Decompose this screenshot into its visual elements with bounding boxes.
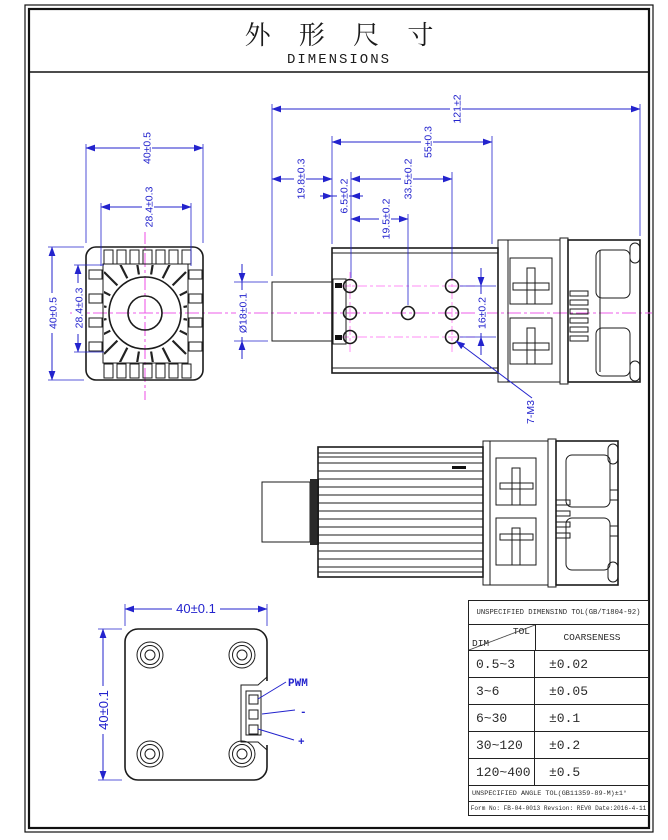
table-row bbox=[469, 651, 648, 678]
corner-screw-holes bbox=[137, 642, 255, 767]
tolerance-cell: ±0.5 bbox=[549, 764, 581, 780]
dim-front-width-outer: 40±0.5 bbox=[141, 131, 154, 165]
dim-front-width-inner: 28.4±0.3 bbox=[143, 186, 156, 228]
top-dimensions bbox=[234, 92, 640, 424]
pin-label-minus: - bbox=[300, 707, 307, 719]
header-tol: TOL bbox=[512, 626, 530, 637]
dim-hole-mid: 19.5±0.2 bbox=[380, 198, 393, 240]
pin-label-plus: + bbox=[298, 737, 305, 749]
tolerance-cell: ±0.05 bbox=[549, 683, 589, 699]
table-row bbox=[469, 732, 648, 759]
header-coarseness: COARSENESS bbox=[563, 632, 621, 643]
table-title: UNSPECIFIED DIMENSIND TOL(GB/T1804-92) bbox=[469, 601, 648, 625]
dim-bottom-width: 40±0.1 bbox=[176, 601, 216, 616]
header-dim: DIM bbox=[472, 638, 490, 649]
pin-pwm bbox=[249, 695, 258, 704]
pin-connector bbox=[241, 677, 308, 750]
tolerance-cell: ±0.02 bbox=[549, 656, 589, 672]
lens-barrel bbox=[272, 282, 332, 341]
table-row bbox=[469, 759, 648, 786]
form-number-note: Form No: FB-04-0013 Revsion: REV0 Date:2016-4-11 bbox=[470, 805, 647, 812]
tolerance-table bbox=[468, 600, 649, 816]
range-cell: 120~400 bbox=[469, 759, 535, 785]
dim-total-length: 121±2 bbox=[451, 94, 464, 124]
range-cell: 0.5~3 bbox=[469, 651, 535, 677]
dim-barrel-dia: Ø18±0.1 bbox=[237, 292, 250, 334]
dim-edge-to-hole: 6.5±0.2 bbox=[338, 178, 351, 214]
top-view bbox=[234, 92, 640, 424]
dim-front-height-inner: 28.4±0.3 bbox=[73, 287, 86, 329]
dim-bottom-height: 40±0.1 bbox=[96, 690, 111, 730]
thread-callout: 7-M3 bbox=[525, 400, 537, 424]
bottom-view bbox=[96, 601, 308, 780]
range-cell: 3~6 bbox=[469, 678, 535, 704]
front-view bbox=[46, 128, 203, 380]
dim-body-length: 55±0.3 bbox=[422, 125, 435, 159]
tolerance-cell: ±0.2 bbox=[549, 737, 581, 753]
center-lines bbox=[70, 230, 652, 400]
pin-minus bbox=[249, 710, 258, 719]
title-cn: 外 形 尺 寸 bbox=[244, 21, 444, 51]
angle-tolerance-note: UNSPECIFIED ANGLE TOL(GB11359-89-M)±1° bbox=[469, 786, 648, 802]
header-dim-tol-cell bbox=[469, 625, 536, 650]
dim-hole-rows: 16±0.2 bbox=[476, 296, 489, 330]
pin-label-pwm: PWM bbox=[288, 678, 308, 690]
fin-lines bbox=[318, 453, 483, 572]
dim-hole-span: 33.5±0.2 bbox=[402, 158, 415, 200]
title-block bbox=[245, 21, 444, 68]
title-en: DIMENSIONS bbox=[286, 52, 392, 68]
fan-section-side bbox=[483, 439, 618, 587]
pin-plus bbox=[249, 725, 258, 734]
lens-barrel-side bbox=[262, 482, 310, 542]
tolerance-cell: ±0.1 bbox=[549, 710, 581, 726]
dim-barrel-length: 19.8±0.3 bbox=[295, 158, 308, 200]
range-cell: 6~30 bbox=[469, 705, 535, 731]
dim-front-height-outer: 40±0.5 bbox=[47, 296, 60, 330]
range-cell: 30~120 bbox=[469, 732, 535, 758]
mounting-holes bbox=[344, 280, 459, 344]
side-view bbox=[262, 439, 618, 587]
table-header-row bbox=[469, 625, 648, 651]
table-row bbox=[469, 678, 648, 705]
table-row bbox=[469, 705, 648, 732]
fan-section bbox=[498, 238, 640, 384]
